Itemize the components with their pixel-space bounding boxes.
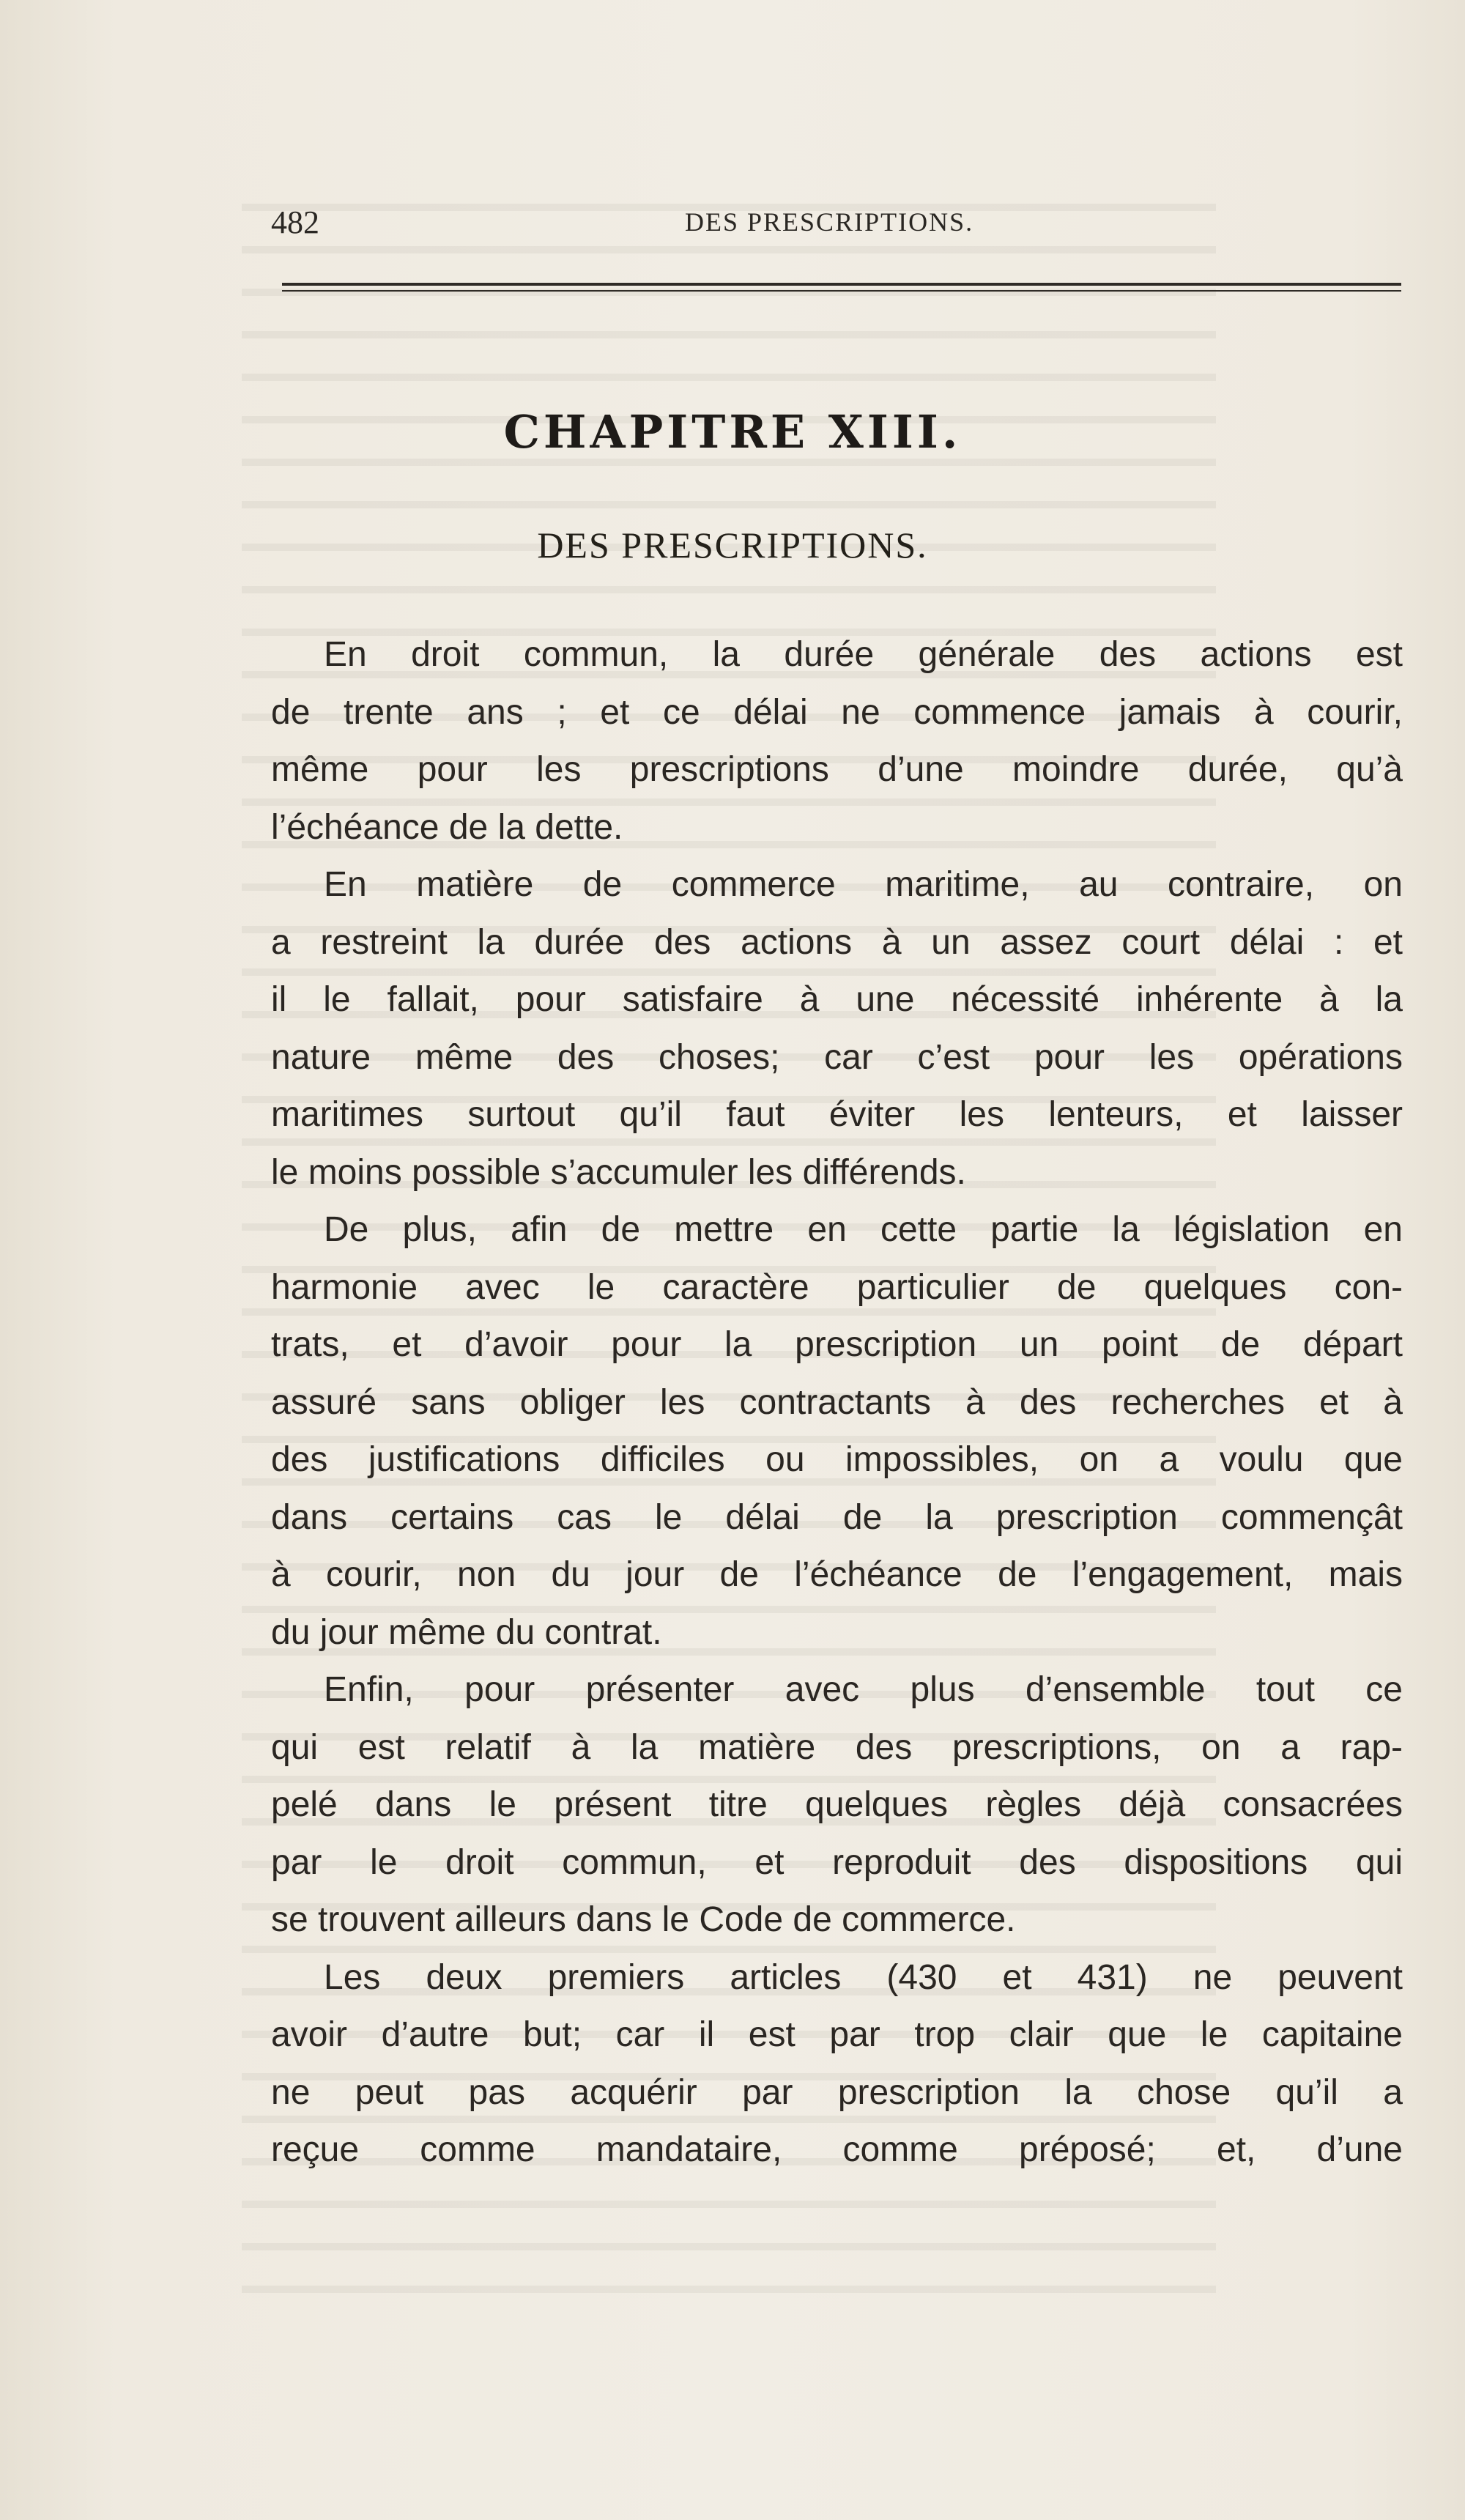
text-line: En droit commun, la durée générale des actions est — [324, 635, 1403, 674]
text-line: le moins possible s’accumuler les différends. — [271, 1152, 966, 1192]
body-text — [271, 626, 1403, 2179]
header-rule-thick — [282, 283, 1401, 286]
text-line: il le fallait, pour satisfaire à une nécessité inhérente à la — [271, 980, 1403, 1019]
text-line: harmonie avec le caractère particulier de quelques con- — [271, 1267, 1403, 1307]
text-line: trats, et d’avoir pour la prescription un point de départ — [271, 1325, 1403, 1364]
text-line: reçue comme mandataire, comme préposé; et, d’une — [271, 2130, 1403, 2169]
text-line: de trente ans ; et ce délai ne commence jamais à courir, — [271, 692, 1403, 732]
text-line: dans certains cas le délai de la prescription commençât — [271, 1497, 1403, 1537]
text-line: ne peut pas acquérir par prescription la chose qu’il a — [271, 2072, 1403, 2112]
header-rule-thin — [282, 290, 1401, 292]
running-header — [271, 204, 1414, 248]
text-line: par le droit commun, et reproduit des dispositions qui — [271, 1842, 1403, 1882]
chapter-title: DES PRESCRIPTIONS. — [537, 525, 928, 566]
text-line: Enfin, pour présenter avec plus d’ensemble tout ce — [324, 1670, 1403, 1709]
text-line: qui est relatif à la matière des prescriptions, on a rap- — [271, 1727, 1403, 1767]
text-line: assuré sans obliger les contractants à des recherches et à — [271, 1382, 1403, 1422]
page-number: 482 — [271, 204, 319, 240]
text-line: des justifications difficiles ou impossibles, on a voulu que — [271, 1440, 1403, 1479]
text-line: Les deux premiers articles (430 et 431) ne peuvent — [324, 1957, 1403, 1997]
text-line: même pour les prescriptions d’une moindre durée, qu’à — [271, 750, 1403, 789]
text-line: à courir, non du jour de l’échéance de l’engagement, mais — [271, 1555, 1403, 1594]
text-line: nature même des choses; car c’est pour les opérations — [271, 1037, 1403, 1077]
text-line: du jour même du contrat. — [271, 1612, 662, 1652]
text-line: se trouvent ailleurs dans le Code de commerce. — [271, 1900, 1016, 1939]
text-line: avoir d’autre but; car il est par trop clair que le capitaine — [271, 2015, 1403, 2054]
text-line: a restreint la durée des actions à un assez court délai : et — [271, 922, 1403, 962]
text-line: De plus, afin de mettre en cette partie la législation en — [324, 1210, 1403, 1249]
text-line: l’échéance de la dette. — [271, 807, 623, 847]
text-line: maritimes surtout qu’il faut éviter les lenteurs, et laisser — [271, 1095, 1403, 1134]
chapter-heading: CHAPITRE XIII. — [503, 405, 962, 459]
text-line: pelé dans le présent titre quelques règles déjà consacrées — [271, 1785, 1403, 1824]
running-title: DES PRESCRIPTIONS. — [685, 207, 974, 237]
text-line: En matière de commerce maritime, au contraire, on — [324, 865, 1403, 904]
